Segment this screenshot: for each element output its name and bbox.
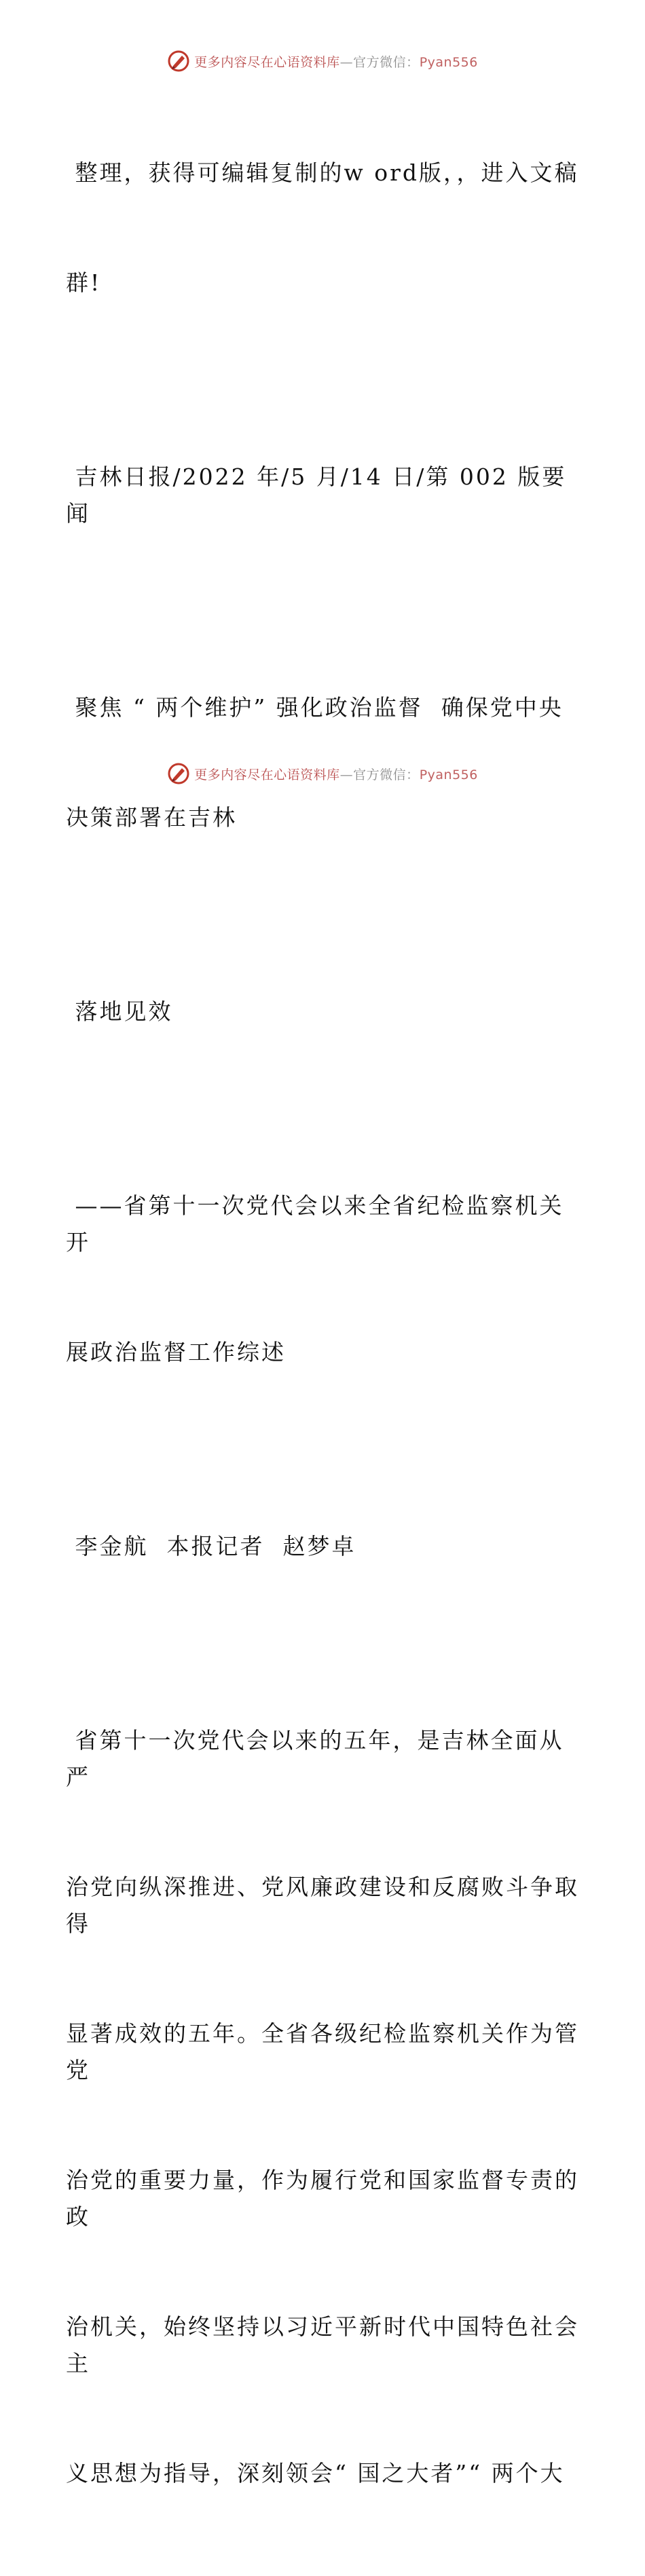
text-line: 整理，获得可编辑复制的w ord版，，进入文稿	[66, 159, 579, 186]
banner-main-text: 更多内容尽在心语资料库	[194, 767, 340, 782]
banner-dash: —	[339, 54, 354, 70]
banner-main-text: 更多内容尽在心语资料库	[194, 54, 340, 70]
text-line: 省第十一次党代会以来的五年，是吉林全面从严	[66, 1727, 564, 1790]
banner-text	[194, 52, 478, 71]
banner-dash: —	[339, 767, 354, 782]
pen-logo-icon	[167, 50, 190, 73]
text-line: 展政治监督工作综述	[66, 1339, 286, 1365]
paragraph-subtitle	[66, 1114, 582, 1444]
text-line: 治党向纵深推进、党风廉政建设和反腐败斗争取得	[66, 1874, 579, 1937]
text-line: 李金航 本报记者 赵梦卓	[66, 1533, 356, 1559]
banner-text	[194, 765, 478, 783]
text-line: 落地见效	[66, 998, 173, 1025]
banner-wechat-id: Pyan556	[419, 767, 478, 782]
paragraph-intro	[66, 81, 582, 375]
paragraph-body	[66, 1649, 582, 2565]
footer-watermark-banner	[0, 760, 645, 787]
document-body	[66, 81, 582, 2576]
banner-official-text: 官方微信：	[353, 767, 420, 782]
banner-official-text: 官方微信：	[353, 54, 420, 70]
paragraph-source	[66, 385, 582, 605]
text-line: 治党的重要力量，作为履行党和国家监督专责的政	[66, 2167, 579, 2230]
paragraph-byline	[66, 1455, 582, 1638]
text-line: 群!	[66, 269, 102, 296]
pen-logo-icon	[167, 762, 190, 785]
text-line: 义思想为指导，深刻领会“ 国之大者”“ 两个大	[66, 2460, 565, 2486]
paragraph-headline-cont	[66, 920, 582, 1103]
banner-wechat-id: Pyan556	[419, 54, 478, 70]
text-line: 聚焦 “ 两个维护” 强化政治监督 确保党中央	[66, 694, 564, 721]
text-line: 吉林日报/2022 年/5 月/14 日/第 002 版要闻	[66, 463, 567, 527]
text-line: ——省第十一次党代会以来全省纪检监察机关开	[66, 1192, 564, 1255]
text-line: 治机关，始终坚持以习近平新时代中国特色社会主	[66, 2313, 579, 2376]
text-line: 决策部署在吉林	[66, 804, 237, 831]
header-watermark-banner	[0, 48, 645, 75]
text-line: 显著成效的五年。全省各级纪检监察机关作为管党	[66, 2020, 579, 2083]
